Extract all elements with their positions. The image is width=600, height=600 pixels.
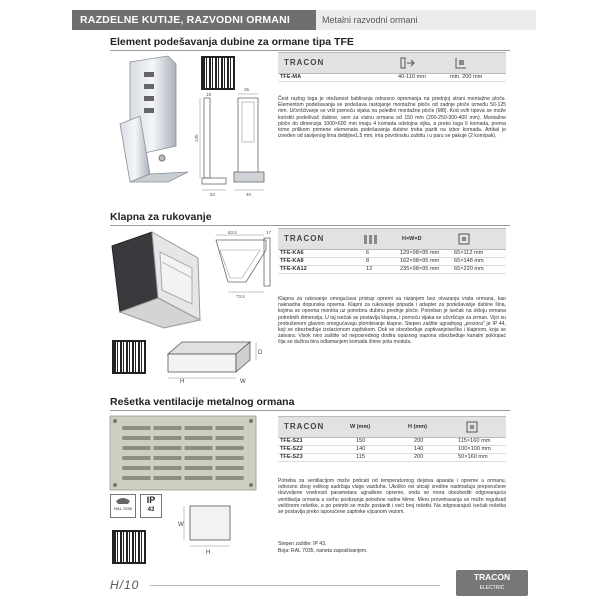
dim-label: 16: [206, 92, 212, 97]
table-resetka: TRACON W (mm) H (mm) TFE-SZ1 150 200 115×160 mm TFE-SZ2 140 140 100×100 mm TFE-SZ3 115 200 50×160 mm: [278, 416, 506, 462]
footer-logo-sub: ELECTRIC: [479, 585, 505, 591]
table-row: TFE-KA12 12 235×98×95 mm 65×220 mm: [278, 266, 506, 274]
cutout-icon: [456, 232, 472, 246]
product-photo-klapna: [108, 228, 204, 328]
spec-protection: Stepen zaštite: IP 43.: [278, 541, 327, 547]
table-tfe: [278, 52, 506, 82]
divider: [110, 225, 510, 226]
description-resetka: Potreba za ventilacijom može poticati od temperaturnog dejstva aparata i opreme u ormanu, odnosno zbog velikog sadržaja vlage vazduha. Ukoliko ovi uticaji sredine nadmašuju preporučene dozvoljene vrednosti parametara ugrađene opreme, onda se mora obezbediti odgovarajuća ventilacija ormana u svrhu postizanja potrebne radne klime. Meru provetravanja se može regulisati veličinom rešetke, a po potrebi se može postaviti i veći broj rešetki. Na odgovarajući isečak rešetka se postavlja preko isporučene zaptivke vijcanom vezom.: [278, 478, 506, 516]
dim-label: 53: [210, 192, 216, 197]
qr-code: [112, 530, 146, 564]
dim-label: 17: [266, 230, 272, 235]
technical-drawing-klapna: [206, 230, 276, 300]
ip-value: 43: [147, 507, 155, 513]
dim-label: 63.5: [228, 230, 237, 235]
ip-label: IP: [146, 495, 156, 505]
product-photo-tfe: [110, 54, 196, 190]
depth-icon: [400, 56, 416, 70]
page-number: H/10: [110, 578, 140, 592]
dim-label: 40: [246, 192, 252, 197]
table-row: TFE-SZ3 115 200 50×160 mm: [278, 454, 506, 462]
category-header: RAZDELNE KUTIJE, RAZVODNI ORMANI: [72, 10, 316, 30]
dim-label: 73.5: [236, 294, 245, 299]
table-row: TFE-SZ1 150 200 115×160 mm: [278, 438, 506, 446]
brand-logo: TRACON: [284, 58, 325, 67]
dim-label: W: [178, 522, 184, 528]
qr-code: [112, 340, 146, 374]
dim-label: 35: [244, 87, 250, 92]
ip-badge: [140, 494, 162, 518]
table-row: TFE-MA 40-110 mm min. 200 mm: [278, 74, 506, 82]
box-dimension-drawing: [150, 336, 268, 384]
subcategory-header: Metalni razvodni ormani: [316, 10, 536, 30]
dim-label: H: [206, 550, 211, 556]
description-tfe: Čest razlog toga je otežanost kabliranja odnosno opremanja na prednjoj strani montažne ploče. Elementom podešavanja se podešava rastojanje montažne ploče od zadnje ploče između 50-125 mm. Učvršćivanje se vrši pomoću vijaka na poleđini montažne ploče (M8). Kod svih tipova se može koristiti podešivač dubine, sem za visinu ormana od 150 mm (200-250-300-400 mm). Montažne ploče do dimenzija 1000×600 mm imaju 4 komada odstojna vijka, a preko toga 6 komada, prema tome prilikom primene elemenata podešavanja dubine treba paziti na izbor komada. Artikal je izveđen od savijenog lima debljine1,5 mm, ima površinsku zaštitu i u paru se pakuje (2 kom/pak).: [278, 96, 506, 140]
product-photo-resetka: [108, 414, 258, 492]
section-title-tfe: Element podešavanja dubine za ormane tipa TFE: [110, 36, 354, 48]
dim-label: H: [180, 379, 185, 385]
divider: [110, 50, 510, 51]
table-row: TFE-KA6 6 129×98×95 mm 65×112 mm: [278, 250, 506, 258]
dim-label: W: [240, 379, 246, 385]
qr-code: [201, 56, 235, 90]
spec-color: Boja: RAL 7035, naneta zaprašivanjem.: [278, 548, 368, 554]
divider: [110, 410, 510, 411]
grille-dimension-drawing: [178, 500, 240, 556]
technical-drawing-tfe: [194, 87, 278, 200]
brand-logo: TRACON: [284, 422, 325, 431]
table-row: TFE-KA8 8 162×98×95 mm 65×148 mm: [278, 258, 506, 266]
footer-logo-text: TRACON: [473, 572, 511, 582]
table-row: TFE-SZ2 140 140 100×100 mm: [278, 446, 506, 454]
section-title-resetka: Rešetka ventilacije metalnog ormana: [110, 396, 295, 408]
brand-logo: TRACON: [284, 234, 325, 243]
ral-badge: [110, 494, 136, 518]
dim-label: 130: [194, 134, 199, 142]
section-title-klapna: Klapna za rukovanje: [110, 211, 212, 223]
module-icon: [362, 232, 378, 246]
dim-label: D: [258, 350, 263, 356]
cutout-icon: [464, 420, 480, 434]
table-klapna: TRACON H×W×D TFE-KA6 6 129×98×95 mm 65×112 mm TFE-KA8 8 162×98×95 mm 65×148 mm TFE-KA12 12 235×98×95 mm 65×220 mm: [278, 228, 506, 274]
footer-logo: [456, 570, 528, 596]
description-klapna: Klapna za rukovanje omogućava pristup opremi sa nizanjem bez otvaranja vrata ormana, kao naknadna dopunska oprema. Klapni za rukovanje pripada i adapter za podešavanje dubine šina, kojima se oprema montira uz potrebnu dubinu prednje ploče. Potreban je isečak na okloju ormana potrebnih dimenzija. U taj isečak se postavlja klapna, i pomoću vijaka se učvršćuje za orman. Vijci su probušenom glavom omogućavaju plombiranje klapne. Stepen zaštite ugradnjog „prozora" je IP 44, koji se obezbeđuje izolacionom zaptivkom. Dok se obezbeđuje zaptivanjeisečka i klapnom, koja se zatvara. Visok nivo zaštite od neposrednog dodira opasnog napona obezbeđuje kanalni poklopac čija se dužina bira odlamanjem komada širine pola modula.: [278, 296, 506, 346]
footer-divider: [150, 585, 440, 586]
spray-icon: [114, 495, 132, 505]
bracket-icon: [453, 56, 469, 70]
ral-label: RAL 7035: [114, 506, 132, 511]
